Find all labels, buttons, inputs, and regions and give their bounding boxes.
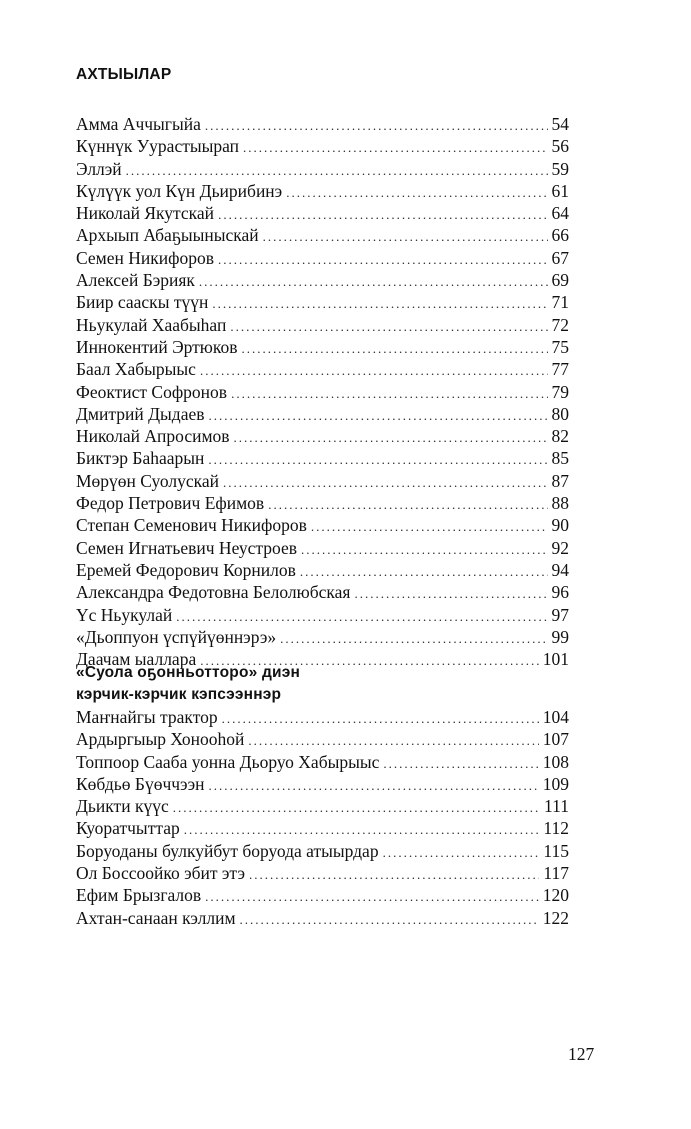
toc-entry [76,862,569,884]
toc-entry-title: Ол Боссоойко эбит этэ [76,863,246,884]
toc-dot-leader [263,226,548,248]
toc-entry-page-number: 80 [551,403,569,424]
toc-entry [76,180,569,202]
toc-dot-leader [200,360,548,382]
toc-entry-page-number: 61 [551,180,569,201]
toc-entry [76,559,569,581]
toc-entry [76,773,569,795]
toc-entry-page-number: 54 [551,114,569,134]
toc-entry-page-number: 101 [542,649,569,670]
toc-dot-leader [354,583,547,605]
toc-entry-page-number: 75 [551,336,569,357]
toc-entry-title: «Дьоппуон үспүйүөннэрэ» [76,626,277,647]
toc-entry-title: Мөрүөн Суолускай [76,470,219,491]
toc-entry [76,381,569,403]
toc-dot-leader [199,271,548,293]
toc-entry [76,247,569,269]
toc-entry [76,728,569,750]
toc-entry-page-number: 109 [542,773,569,794]
toc-dot-leader [176,606,547,628]
toc-entry-title: Ефим Брызгалов [76,885,202,906]
toc-entry-title: Баал Хабырыыс [76,359,196,380]
toc-dot-leader [280,628,547,650]
toc-entry [76,626,569,648]
toc-entry [76,514,569,536]
toc-entry-page-number: 67 [551,247,569,268]
page-number: 127 [568,1044,595,1064]
toc-entry-title: Николай Апросимов [76,426,230,447]
toc-entry [76,403,569,425]
toc-entry-page-number: 69 [551,270,569,291]
toc-entry [76,795,569,817]
toc-entry-page-number: 82 [551,426,569,447]
toc-entry-page-number: 122 [542,907,569,928]
toc-entry-title: Ньукулай Хаабыһап [76,314,227,335]
toc-entry-title: Еремей Федорович Корнилов [76,559,296,580]
toc-entry-page-number: 66 [551,225,569,246]
toc-entry [76,706,569,728]
toc-entry [76,135,569,157]
table-of-contents-section-2 [76,706,569,929]
toc-entry-page-number: 115 [543,840,569,861]
toc-entry-page-number: 71 [551,292,569,313]
toc-entry-title: Боруоданы булкуйбут боруода атыырдар [76,840,379,861]
section-heading-reminiscences: АХТЫЫЛАР [76,66,172,83]
toc-dot-leader [208,449,547,471]
toc-entry [76,158,569,180]
toc-dot-leader [383,842,540,864]
toc-entry-page-number: 64 [551,203,569,224]
section-heading-stories [76,662,300,706]
toc-entry-title: Эллэй [76,158,122,179]
toc-entry [76,358,569,380]
toc-dot-leader [230,316,547,338]
toc-entry-title: Маҥнайгы трактор [76,707,218,727]
toc-entry-page-number: 117 [543,863,569,884]
toc-entry-title: Ардыргыыр Хонооһой [76,729,245,750]
toc-entry-title: Семен Никифоров [76,247,214,268]
toc-dot-leader [242,338,548,360]
toc-dot-leader [222,708,539,730]
toc-entry-page-number: 107 [542,729,569,750]
toc-dot-leader [223,472,548,494]
toc-entry [76,113,569,135]
toc-dot-leader [383,753,538,775]
toc-entry-page-number: 108 [542,751,569,772]
toc-entry-title: Дмитрий Дыдаев [76,403,205,424]
toc-entry-page-number: 97 [551,604,569,625]
toc-entry [76,537,569,559]
toc-dot-leader [218,249,548,271]
toc-entry-page-number: 90 [551,515,569,536]
toc-entry-title: Феоктист Софронов [76,381,228,402]
toc-entry-page-number: 87 [551,470,569,491]
toc-entry-title: Дьикти күүс [76,796,169,817]
toc-dot-leader [268,494,547,516]
toc-entry-page-number: 56 [551,136,569,157]
toc-entry-title: Иннокентий Эртюков [76,336,238,357]
toc-entry [76,224,569,246]
toc-dot-leader [240,909,539,931]
toc-entry-title: Күннүк Уурастыырап [76,136,240,157]
toc-entry-title: Топпоор Сааба уонна Дьоруо Хабырыыс [76,751,380,772]
toc-entry-page-number: 111 [544,796,569,817]
toc-dot-leader [218,204,547,226]
toc-entry [76,840,569,862]
toc-entry-title: Архыып Абаҕыыныскай [76,225,259,246]
toc-entry [76,817,569,839]
toc-entry-page-number: 96 [551,582,569,603]
table-of-contents-section-1 [76,113,569,670]
toc-entry [76,581,569,603]
toc-dot-leader [126,160,548,182]
toc-dot-leader [286,182,547,204]
toc-entry [76,447,569,469]
toc-dot-leader [301,539,547,561]
toc-dot-leader [212,293,547,315]
toc-entry-title: Александра Федотовна Белолюбская [76,582,351,603]
toc-entry-page-number: 59 [551,158,569,179]
toc-entry [76,604,569,626]
toc-entry-title: Степан Семенович Никифоров [76,515,307,536]
toc-entry-title: Көбдьө Бүөччээн [76,773,205,794]
toc-dot-leader [249,864,539,886]
toc-entry-page-number: 77 [551,359,569,380]
toc-entry-title: Николай Якутскай [76,203,215,224]
toc-entry-title: Куоратчыттар [76,818,180,839]
toc-entry [76,291,569,313]
toc-entry [76,314,569,336]
toc-dot-leader [173,797,540,819]
toc-entry-page-number: 79 [551,381,569,402]
toc-dot-leader [243,137,547,159]
toc-entry-title: Биир сааскы түүн [76,292,209,313]
toc-dot-leader [234,427,548,449]
section-heading-line-2: кэрчик-кэрчик кэпсээннэр [76,686,282,703]
toc-entry-page-number: 85 [551,448,569,469]
section-heading-line-1: «Суола оҕонньотторо» диэн [76,664,301,681]
toc-entry [76,470,569,492]
toc-entry-page-number: 92 [551,537,569,558]
toc-entry-page-number: 94 [551,559,569,580]
toc-entry-page-number: 88 [551,493,569,514]
toc-entry-title: Күлүүк уол Күн Дьирибинэ [76,180,283,201]
toc-entry [76,425,569,447]
toc-entry-title: Амма Аччыгыйа [76,114,201,134]
toc-entry [76,336,569,358]
toc-dot-leader [184,819,540,841]
toc-entry-title: Үс Ньукулай [76,604,173,625]
toc-entry-page-number: 72 [551,314,569,335]
toc-dot-leader [248,730,538,752]
toc-entry [76,492,569,514]
toc-dot-leader [209,405,548,427]
toc-entry-title: Семен Игнатьевич Неустроев [76,537,298,558]
toc-entry [76,269,569,291]
toc-dot-leader [208,775,538,797]
toc-dot-leader [300,561,548,583]
toc-dot-leader [311,516,548,538]
toc-entry [76,202,569,224]
toc-entry-page-number: 112 [543,818,569,839]
toc-entry-title: Алексей Бэрияк [76,270,195,291]
toc-dot-leader [205,115,548,137]
toc-entry [76,751,569,773]
toc-entry-title: Даачам ыаллара [76,649,197,670]
toc-dot-leader [205,886,539,908]
toc-entry-title: Биктэр Баһаарын [76,448,205,469]
toc-entry-title: Федор Петрович Ефимов [76,493,265,514]
toc-entry-page-number: 99 [551,626,569,647]
toc-entry [76,907,569,929]
toc-entry-page-number: 120 [542,885,569,906]
toc-entry-title: Ахтан-санаан кэллим [76,907,236,928]
toc-entry [76,884,569,906]
toc-dot-leader [231,383,547,405]
toc-entry-page-number: 104 [542,707,569,727]
